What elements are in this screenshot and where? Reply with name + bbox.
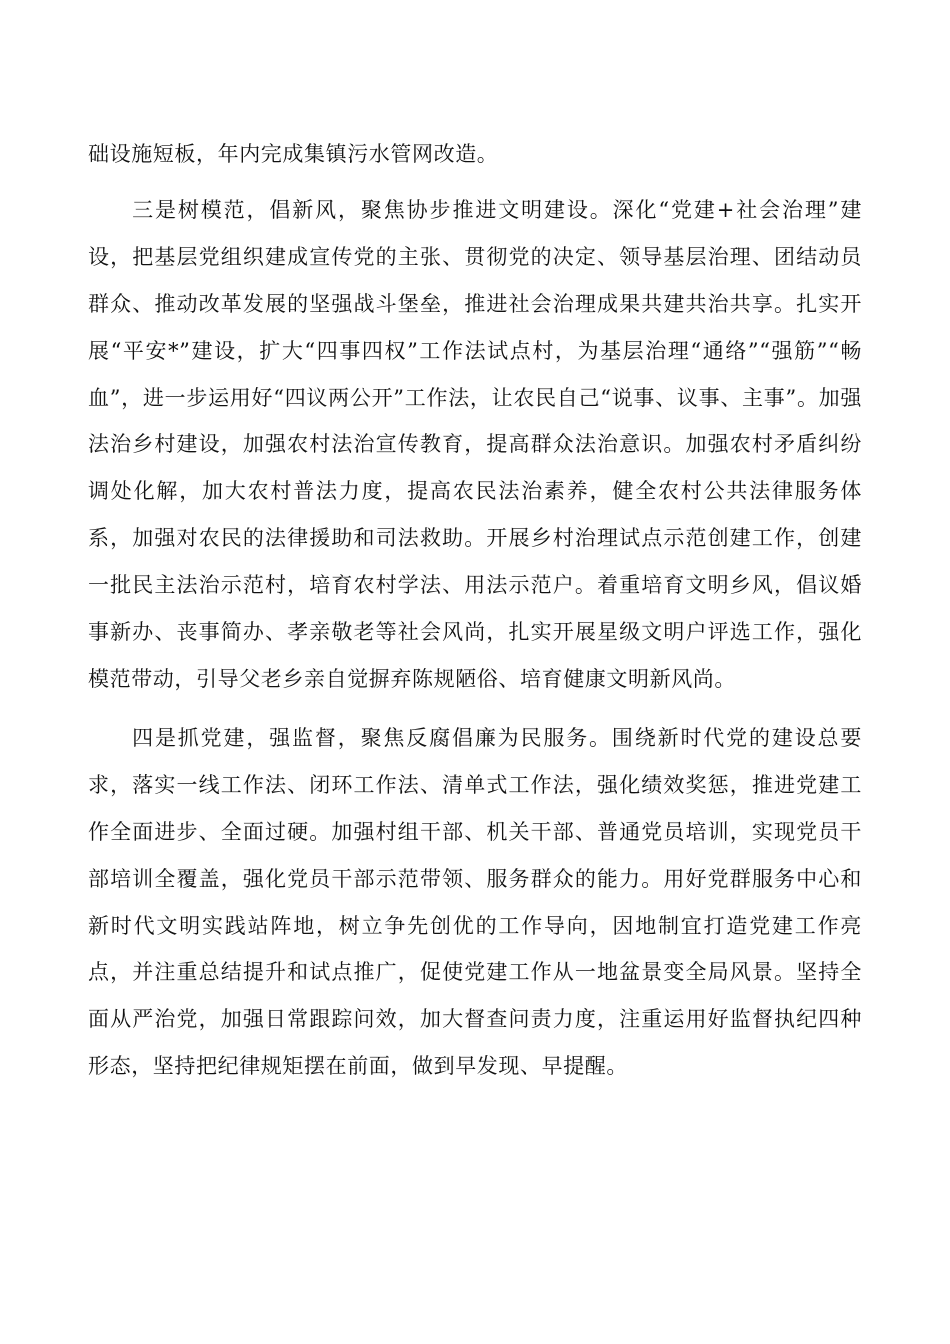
paragraph-party-building: 四是抓党建，强监督，聚焦反腐倡廉为民服务。围绕新时代党的建设总要求，落实一线工作法、闭环工作法、清单式工作法，强化绩效奖惩，推进党建工作全面进步、全面过硬。加强村组干部、机关干部、普通党员培训，实现党员干部培训全覆盖，强化党员干部示范带领、服务群众的能力。用好党群服务中心和新时代文明实践站阵地，树立争先创优的工作导向，因地制宜打造党建工作亮点，并注重总结提升和试点推广，促使党建工作从一地盆景变全局风景。坚持全面从严治党，加强日常跟踪问效，加大督查问责力度，注重运用好监督执纪四种形态，坚持把纪律规矩摆在前面，做到早发现、早提醒。 [88,725,862,1079]
paragraph-civilization: 三是树模范，倡新风，聚焦协步推进文明建设。深化“党建+社会治理”建设，把基层党组织建成宣传党的主张、贯彻党的决定、领导基层治理、团结动员群众、推动改革发展的坚强战斗堡垒，推进社会治理成果共建共治共享。扎实开展“平安*”建设，扩大“四事四权”工作法试点村，为基层治理“通络”“强筋”“畅血”，进一步运用好“四议两公开”工作法，让农民自己“说事、议事、主事”。加强法治乡村建设，加强农村法治宣传教育，提高群众法治意识。加强农村矛盾纠纷调处化解，加大农村普法力度，提高农民法治素养，健全农村公共法律服务体系，加强对农民的法律援助和司法救助。开展乡村治理试点示范创建工作，创建一批民主法治示范村，培育农村学法、用法示范户。着重培育文明乡风，倡议婚事新办、丧事简办、孝亲敬老等社会风尚，扎实开展星级文明户评选工作，强化模范带动，引导父老乡亲自觉摒弃陈规陋俗、培育健康文明新风尚。 [88,197,862,691]
document-body [88,131,862,1090]
paragraph-continuation: 础设施短板，年内完成集镇污水管网改造。 [88,142,499,166]
